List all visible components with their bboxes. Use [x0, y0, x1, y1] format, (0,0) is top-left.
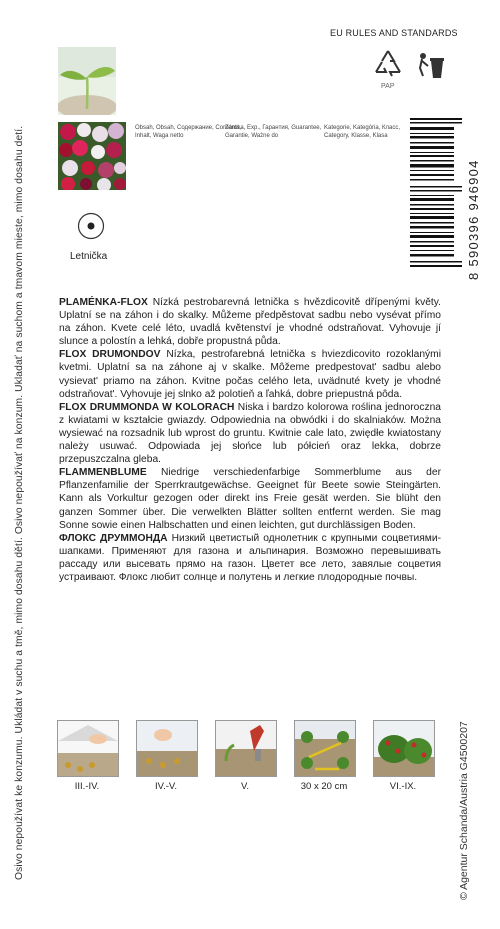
sow-outdoors-icon [136, 720, 198, 777]
sowing-instructions [57, 720, 455, 790]
phlox-flowers-photo [58, 122, 126, 190]
entry-russian: ФЛОКС ДРУММОНДА Низкий цветистый однолетник с крупными соцветиями-шапками. Применяют для газона и альпинария. Возможно перевышивать рассаду или высевать прямо на газон. Цветет все лето, завялые соцветия устраивают. Флокс любит солнце и полутень и легкие плодородные почвы. [59, 532, 441, 583]
storage-warning-text: Osivo nepoužívat ke konzumu. Ukládat v suchu a tmě, mimo dosahu dětí. Osivo nepoužívať na konzum. Ukladať na suchom a tmavom mieste, mimo dosahu detí. [14, 125, 25, 880]
entry-czech: PLAMÉNKA-FLOX Nízká pestrobarevná letnička s hvězdicovitě dřípenými květy. Uplatní se na záhon i do skalky. Můžeme předpěstovat sadbu nebo vysévat přímo na záhon. Kvete celé léto, uvadlá květenství je vhodné odstraňovat. Vyhovuje jí slunce a polostín a lehká, dobře propustná půda. [59, 297, 441, 348]
barcode [410, 118, 462, 268]
seedling-photo [58, 47, 116, 115]
step-label-3: V. [240, 781, 250, 792]
eu-rules-label: EU RULES AND STANDARDS [330, 28, 458, 38]
recycle-icon [372, 48, 404, 82]
step-label-4: 30 x 20 cm [300, 781, 348, 792]
sow-indoors-icon [57, 720, 119, 777]
step-label-2: IV.-V. [154, 781, 177, 792]
entry-polish: FLOX DRUMMONDA W KOLORACH Niska i bardzo kolorowa roślina jednoroczna z kwiatami w kształcie gwiazdy. Odpowiednia na obwódki i do skalniaków. Można wysiewać na rozsadnik lub wprost do gruntu. Kwitnie cale lato, zwiędłe kwiatostany należy usuwać. Odpowiada jej słońce lub półcień oraz lekka, dobrze przepuszczalna gleba. [59, 401, 441, 466]
spacing-icon [294, 720, 356, 777]
dispose-bin-icon [417, 48, 449, 84]
transplant-icon [215, 720, 277, 777]
pap-label: PAP [381, 83, 395, 90]
flowering-icon [373, 720, 435, 777]
entry-german: FLAMMENBLUME Niedrige verschiedenfarbige Sommerblume aus der Pflanzenfamilie der Sperrkrautgewächse. Geeignet für Beete sowie Steingärten. Kann als Vorkultur gezogen oder direkt ins Freie gesät werden. Sie blüht den ganzen Sommer über. Die verwelkten Blätter sollten entfernt werden. Sie mag Sonne sowie einen Halbschatten und einen leichten, gut durchlässigen Boden. [59, 467, 441, 531]
duration-label: Letnička [70, 251, 108, 262]
description-text [59, 296, 441, 584]
storage-warning-vertical [6, 80, 32, 880]
info-contents: Obsah, Obsah, Содержание, Contents, Inhalt, Waga netto [135, 125, 242, 139]
barcode-number: 8 590396 946904 [466, 159, 481, 280]
step-label-5: VI.-IX. [389, 781, 417, 792]
info-category: Kategorie, Kategória, Класс, Category, Klasse, Klasa [324, 125, 401, 139]
annual-icon [77, 212, 105, 240]
publisher-credit: © Agentur Schanda/Austria G4500207 [458, 721, 470, 900]
info-guarantee: Záruka, Exp., Гарантия, Guarantee, Garantie, Ważne do [225, 125, 322, 139]
entry-slovak: FLOX DRUMONDOV Nízka, pestrofarebná letnička s hviezdicovito rozoklanými kvetmi. Uplatní sa na záhone aj v skalke. Môžeme predpestovat' sadbu alebo vysievat' priamo na záhon. Kvitne počas celého leta, uvädnuté kvety je vhodné odstraňovat'. Vyhovuje jej slnko až polotieň a ľahká, dobre priepustná pôda. [59, 349, 441, 400]
step-label-1: III.-IV. [74, 781, 100, 792]
